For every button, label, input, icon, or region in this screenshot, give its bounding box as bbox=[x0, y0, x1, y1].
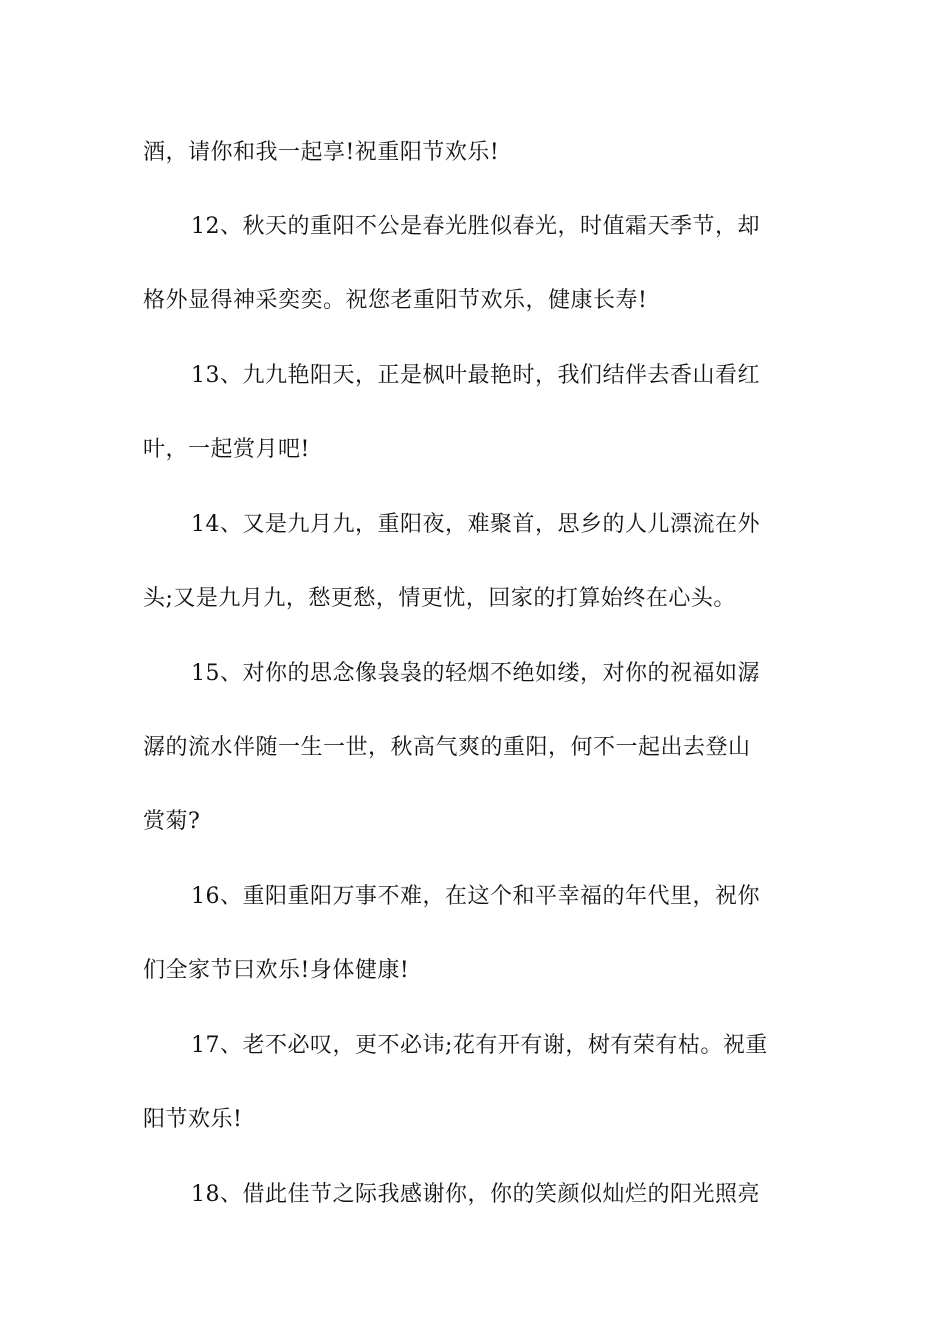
paragraph-16-line-2: 们全家节曰欢乐!身体健康! bbox=[143, 958, 410, 983]
paragraph-15-line-2: 潺的流水伴随一生一世，秋高气爽的重阳，何不一起出去登山 bbox=[143, 735, 751, 760]
paragraph-14-line-2: 头;又是九月九，愁更愁，情更忧，回家的打算始终在心头。 bbox=[143, 586, 736, 611]
paragraph-13-line-2: 叶，一起赏月吧! bbox=[143, 437, 310, 462]
paragraph-14-line-1: 14、又是九月九，重阳夜，难聚首，思乡的人儿漂流在外 bbox=[191, 512, 760, 537]
text-line: 酒，请你和我一起享!祝重阳节欢乐! bbox=[143, 140, 500, 165]
paragraph-12-line-1: 12、秋天的重阳不公是春光胜似春光，时值霜天季节，却 bbox=[191, 214, 760, 239]
paragraph-13-line-1: 13、九九艳阳天，正是枫叶最艳时，我们结伴去香山看红 bbox=[191, 363, 760, 388]
paragraph-18-line-1: 18、借此佳节之际我感谢你，你的笑颜似灿烂的阳光照亮 bbox=[191, 1182, 760, 1207]
paragraph-15-line-1: 15、对你的思念像袅袅的轻烟不绝如缕，对你的祝福如潺 bbox=[191, 661, 760, 686]
paragraph-17-line-1: 17、老不必叹，更不必讳;花有开有谢，树有荣有枯。祝重 bbox=[191, 1033, 768, 1058]
paragraph-16-line-1: 16、重阳重阳万事不难，在这个和平幸福的年代里，祝你 bbox=[191, 884, 760, 909]
paragraph-12-line-2: 格外显得神采奕奕。祝您老重阳节欢乐，健康长寿! bbox=[143, 288, 648, 313]
paragraph-17-line-2: 阳节欢乐! bbox=[143, 1107, 243, 1132]
paragraph-15-line-3: 赏菊? bbox=[143, 809, 201, 834]
